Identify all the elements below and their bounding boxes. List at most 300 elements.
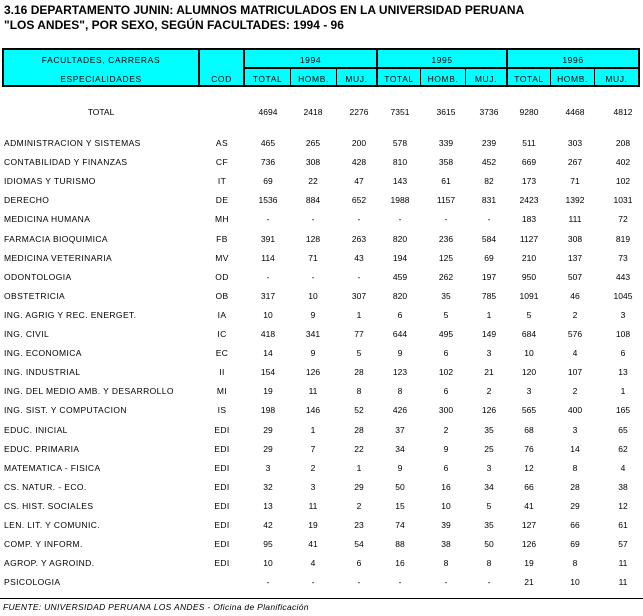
faculty-code: AS [215,138,229,148]
cell: 50 [395,482,405,492]
cell: 303 [567,138,583,148]
cell: 428 [351,157,367,167]
cell: 197 [481,272,497,282]
faculty-name: CS. NATUR. - ECO. [4,482,87,492]
cell: 76 [524,444,534,454]
cell: 25 [484,444,494,454]
cell: 29 [570,501,580,511]
cell: 16 [395,558,405,568]
cell: 21 [484,367,494,377]
cell: 884 [305,195,321,205]
cell: 3 [620,310,626,320]
faculty-name: IDIOMAS Y TURISMO [4,176,96,186]
cell: 300 [438,405,454,415]
table-row [0,291,643,307]
cell: 41 [524,501,534,511]
cell: 111 [568,214,582,224]
faculty-code: CF [215,157,229,167]
cell: 10 [263,558,273,568]
cell: 1091 [519,291,539,301]
total-row [0,107,643,123]
faculty-code: OD [215,272,229,282]
cell: 4694 [258,107,278,117]
table-row [0,138,643,154]
header-homb: HOMB. [427,74,459,84]
cell: 644 [392,329,408,339]
cell: 495 [438,329,454,339]
cell: 391 [260,234,276,244]
faculty-name: ING. ECONOMICA [4,348,82,358]
cell: 165 [615,405,631,415]
cell: 208 [615,138,631,148]
table-row [0,577,643,593]
cell: 652 [351,195,367,205]
cell: 4 [310,558,316,568]
cell: - [357,272,361,282]
header-muj: MUJ. [474,74,498,84]
table-row [0,329,643,345]
footer-divider [0,598,643,599]
cell: 3615 [436,107,456,117]
cell: 6 [443,463,449,473]
faculty-name: EDUC. PRIMARIA [4,444,80,454]
cell: 1392 [565,195,585,205]
cell: - [266,272,270,282]
cell: 426 [392,405,408,415]
cell: 507 [567,272,583,282]
table-row [0,234,643,250]
cell: 1031 [613,195,633,205]
cell: 2 [310,463,316,473]
cell: 65 [618,425,628,435]
cell: 28 [354,367,364,377]
cell: - [487,214,491,224]
cell: 128 [305,234,321,244]
table-row [0,386,643,402]
cell: 35 [484,520,494,530]
cell: 29 [354,482,364,492]
faculty-name: PSICOLOGIA [4,577,61,587]
cell: 402 [615,157,631,167]
cell: 2 [486,386,492,396]
header-total: TOTAL [514,74,544,84]
header-total: TOTAL [252,74,283,84]
faculty-code: FB [216,234,228,244]
cell: - [487,577,491,587]
table-row [0,272,643,288]
cell: 46 [570,291,580,301]
cell: 173 [521,176,537,186]
cell: 9 [310,310,316,320]
cell: 69 [570,539,580,549]
cell: 2 [572,386,578,396]
faculty-code: EDI [214,444,230,454]
cell: 126 [521,539,537,549]
cell: 149 [481,329,497,339]
cell: 71 [308,253,318,263]
cell: 22 [354,444,364,454]
cell: 10 [524,348,534,358]
cell: 34 [395,444,405,454]
faculty-code: MI [216,386,228,396]
cell: 29 [263,425,273,435]
cell: 459 [392,272,408,282]
cell: 21 [524,577,534,587]
cell: 307 [351,291,367,301]
cell: 137 [567,253,583,263]
cell: 16 [441,482,451,492]
cell: 54 [354,539,364,549]
cell: 37 [395,425,405,435]
cell: 62 [618,444,628,454]
cell: 3736 [479,107,499,117]
cell: 9 [310,348,316,358]
cell: 102 [438,367,454,377]
cell: - [398,214,402,224]
cell: 1 [620,386,626,396]
cell: 3 [526,386,532,396]
cell: 819 [615,234,631,244]
header-muj: MUJ. [345,74,368,84]
header-year-1995: 1995 [431,55,453,65]
cell: 339 [438,138,454,148]
cell: 73 [618,253,628,263]
cell: 11 [308,386,318,396]
faculty-code: IC [217,329,227,339]
table-row [0,444,643,460]
cell: 5 [486,501,492,511]
faculty-code: IA [217,310,227,320]
table-row [0,501,643,517]
cell: 74 [395,520,405,530]
cell: 576 [567,329,583,339]
table-title-line2: "LOS ANDES", POR SEXO, SEGÚN FACULTADES: 1994 - 96 [4,18,344,32]
faculty-code: II [219,367,225,377]
cell: 5 [526,310,532,320]
cell: 61 [441,176,451,186]
cell: 5 [356,348,362,358]
faculty-name: COMP. Y INFORM. [4,539,83,549]
faculty-name: CONTABILIDAD Y FINANZAS [4,157,128,167]
cell: 66 [524,482,534,492]
cell: 34 [484,482,494,492]
cell: 19 [524,558,534,568]
cell: 8 [572,558,578,568]
cell: 72 [618,214,628,224]
cell: 578 [392,138,408,148]
cell: 71 [570,176,580,186]
cell: 8 [443,558,449,568]
cell: 19 [308,520,318,530]
cell: 28 [354,425,364,435]
cell: 358 [438,157,454,167]
cell: 465 [260,138,276,148]
cell: 13 [263,501,273,511]
cell: 1 [486,310,492,320]
header-homb: HOMB. [298,74,329,84]
cell: 236 [438,234,454,244]
header-homb: HOMB. [557,74,588,84]
cell: - [266,577,270,587]
cell: 736 [260,157,276,167]
cell: 10 [570,577,580,587]
header-muj: MUJ. [605,74,628,84]
faculty-name: LEN. LIT. Y COMUNIC. [4,520,101,530]
cell: 107 [567,367,583,377]
table-row [0,253,643,269]
cell: 3 [486,348,492,358]
cell: 9280 [519,107,539,117]
cell: 41 [308,539,318,549]
cell: 6 [443,386,449,396]
cell: 23 [354,520,364,530]
cell: 6 [620,348,626,358]
header-especialidades: ESPECIALIDADES [60,74,142,84]
header-cod: COD [211,74,232,84]
cell: 198 [260,405,276,415]
faculty-code: IS [217,405,227,415]
header-total: TOTAL [384,74,414,84]
cell: 13 [618,367,628,377]
faculty-name: ING. AGRIG Y REC. ENERGET. [4,310,137,320]
table-row [0,463,643,479]
table-row [0,157,643,173]
cell: 68 [524,425,534,435]
cell: 1157 [436,195,456,205]
cell: 1045 [613,291,633,301]
faculty-name: ING. INDUSTRIAL [4,367,81,377]
cell: 263 [351,234,367,244]
faculty-code: EC [215,348,229,358]
cell: 4468 [565,107,585,117]
cell: 52 [354,405,364,415]
cell: - [398,577,402,587]
cell: 102 [615,176,631,186]
table-row [0,214,643,230]
cell: 2423 [519,195,539,205]
cell: 3 [486,463,492,473]
header-divider [243,67,640,69]
cell: 194 [392,253,408,263]
table-row [0,520,643,536]
cell: 123 [392,367,408,377]
faculty-name: MEDICINA HUMANA [4,214,91,224]
table-title-line1: 3.16 DEPARTAMENTO JUNIN: ALUMNOS MATRICULADOS EN LA UNIVERSIDAD PERUANA [4,3,525,17]
cell: 8 [397,386,403,396]
cell: 341 [305,329,321,339]
cell: 443 [615,272,631,282]
header-facultades: FACULTADES, CARRERAS [41,55,161,65]
cell: 565 [521,405,537,415]
cell: 82 [484,176,494,186]
faculty-code: EDI [214,482,230,492]
table-row [0,367,643,383]
header-year-1996: 1996 [562,55,584,65]
cell: 77 [354,329,364,339]
cell: 1988 [390,195,410,205]
cell: 108 [615,329,631,339]
cell: 200 [351,138,367,148]
faculty-name: EDUC. INICIAL [4,425,68,435]
cell: 4 [620,463,626,473]
source-note: FUENTE: UNIVERSIDAD PERUANA LOS ANDES - Oficina de Planificación [3,602,309,612]
cell: 9 [443,444,449,454]
cell: 831 [481,195,497,205]
faculty-code: EDI [214,558,230,568]
faculty-name: OBSTETRICIA [4,291,66,301]
cell: 1127 [519,234,539,244]
cell: 950 [521,272,537,282]
cell: 88 [395,539,405,549]
cell: 32 [263,482,273,492]
cell: 120 [521,367,537,377]
faculty-name: MEDICINA VETERINARIA [4,253,113,263]
cell: - [444,577,448,587]
cell: 239 [481,138,497,148]
cell: 146 [305,405,321,415]
cell: 418 [260,329,276,339]
cell: 810 [392,157,408,167]
cell: 4 [572,348,578,358]
cell: 38 [618,482,628,492]
table-row [0,425,643,441]
cell: 3 [265,463,271,473]
cell: 154 [260,367,276,377]
faculty-code: DE [215,195,229,205]
faculty-code: EDI [214,539,230,549]
cell: 61 [618,520,628,530]
cell: 5 [443,310,449,320]
cell: 10 [263,310,273,320]
table-row [0,195,643,211]
cell: 66 [570,520,580,530]
faculty-code: EDI [214,501,230,511]
faculty-name: ING. DEL MEDIO AMB. Y DESARROLLO [4,386,174,396]
cell: 820 [392,234,408,244]
cell: 210 [521,253,537,263]
cell: 1 [356,463,362,473]
cell: 1536 [258,195,278,205]
cell: 28 [570,482,580,492]
faculty-code: OB [215,291,229,301]
cell: 69 [263,176,273,186]
cell: 6 [356,558,362,568]
cell: 11 [618,558,628,568]
cell: 12 [618,501,628,511]
cell: 11 [308,501,318,511]
faculty-name: AGROP. Y AGROIND. [4,558,95,568]
table-row [0,482,643,498]
cell: 69 [484,253,494,263]
cell: 10 [308,291,318,301]
table-row [0,176,643,192]
cell: 820 [392,291,408,301]
cell: 19 [263,386,273,396]
cell: 308 [305,157,321,167]
cell: 43 [354,253,364,263]
faculty-name: ING. SIST. Y COMPUTACION [4,405,127,415]
cell: 669 [521,157,537,167]
cell: 2 [443,425,449,435]
cell: - [311,577,315,587]
cell: 12 [524,463,534,473]
faculty-name: MATEMATICA - FISICA [4,463,101,473]
cell: 35 [484,425,494,435]
cell: 308 [567,234,583,244]
cell: - [357,214,361,224]
cell: 3 [572,425,578,435]
cell: 8 [486,558,492,568]
cell: 126 [481,405,497,415]
cell: 143 [392,176,408,186]
cell: 6 [443,348,449,358]
cell: 35 [441,291,451,301]
cell: 265 [305,138,321,148]
cell: 114 [261,253,275,263]
cell: 126 [305,367,321,377]
cell: 317 [260,291,276,301]
cell: 9 [397,348,403,358]
cell: 4812 [613,107,633,117]
faculty-name: CS. HIST. SOCIALES [4,501,94,511]
cell: 14 [570,444,580,454]
faculty-name: DERECHO [4,195,50,205]
cell: 10 [441,501,451,511]
cell: 1 [356,310,362,320]
cell: 9 [397,463,403,473]
cell: 584 [481,234,497,244]
table-row [0,539,643,555]
faculty-code: EDI [214,463,230,473]
cell: 7 [310,444,316,454]
faculty-code: MV [215,253,229,263]
faculty-name: ING. CIVIL [4,329,50,339]
cell: 183 [521,214,537,224]
cell: 50 [484,539,494,549]
cell: 127 [521,520,537,530]
cell: - [357,577,361,587]
cell: 22 [308,176,318,186]
faculty-name: ADMINISTRACION Y SISTEMAS [4,138,141,148]
faculty-name: ODONTOLOGIA [4,272,72,282]
header-year-1994: 1994 [299,55,322,65]
cell: 42 [263,520,273,530]
faculty-code: IT [217,176,227,186]
cell: - [311,214,315,224]
cell: - [266,214,270,224]
faculty-code: EDI [214,520,230,530]
cell: 1 [310,425,316,435]
cell: 6 [397,310,403,320]
faculty-code: EDI [214,425,230,435]
cell: 267 [567,157,583,167]
cell: 452 [481,157,497,167]
cell: 400 [567,405,583,415]
table-row [0,558,643,574]
cell: 7351 [390,107,410,117]
cell: 511 [522,138,536,148]
cell: 2 [572,310,578,320]
cell: 14 [263,348,273,358]
table-row [0,348,643,364]
cell: 8 [356,386,362,396]
cell: 684 [521,329,537,339]
table-row [0,310,643,326]
cell: - [311,272,315,282]
cell: 8 [572,463,578,473]
cell: 95 [263,539,273,549]
cell: 39 [441,520,451,530]
